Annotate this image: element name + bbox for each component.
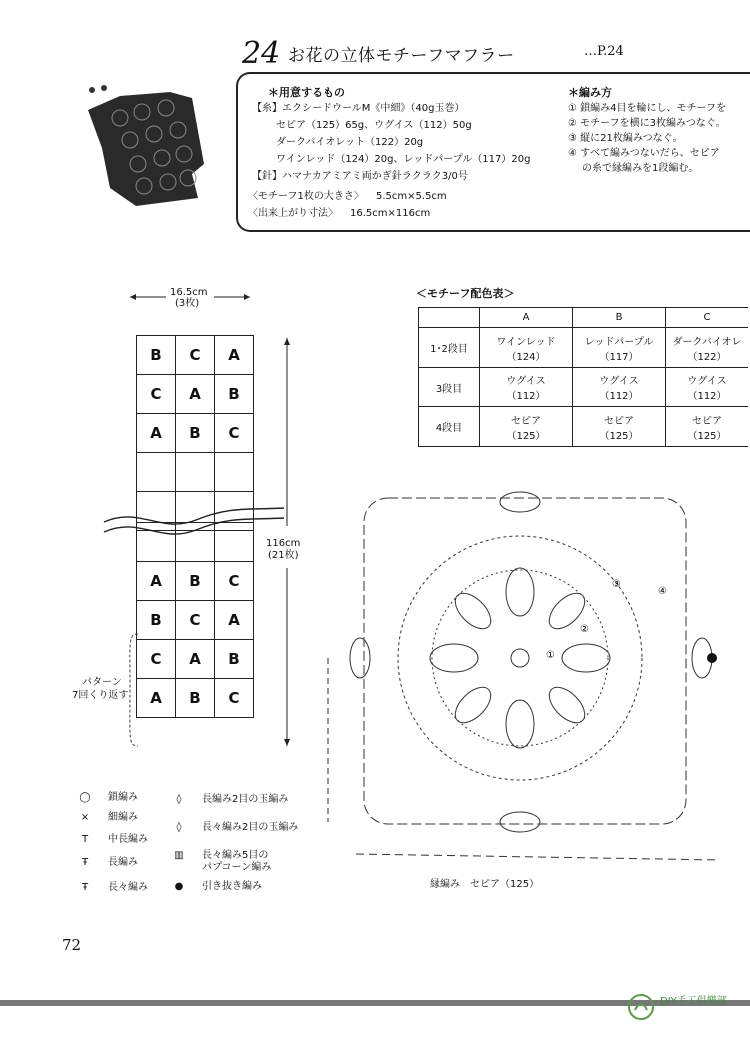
- table-row: [419, 368, 749, 407]
- method-step: ④ すべて編みつないだら、セピア: [568, 148, 720, 159]
- round-4-arc: [398, 536, 642, 780]
- grid-cell: A: [215, 601, 254, 640]
- grid-row: [137, 336, 254, 375]
- grid-cell: B: [176, 414, 215, 453]
- finished-size-label: 〈出来上がり寸法〉: [248, 208, 338, 219]
- cell-code: （125）: [506, 430, 546, 442]
- legend-item: ◊ 長々編み2目の玉編み: [170, 818, 298, 833]
- treble-crochet-icon: Ŧ: [81, 882, 89, 893]
- grid-cell: C: [215, 679, 254, 718]
- motif-size-value: 5.5cm×5.5cm: [376, 191, 447, 202]
- grid-row: [137, 562, 254, 601]
- grid-cell: C: [215, 562, 254, 601]
- color-table-title: ＜モチーフ配色表＞: [416, 287, 515, 300]
- table-row: [419, 407, 749, 447]
- table-header-row: [419, 308, 749, 328]
- cell-color: ウグイス: [599, 376, 639, 387]
- petal: [543, 681, 591, 729]
- width-arrow: [126, 290, 256, 302]
- materials-heading: ＊用意するもの: [268, 86, 345, 99]
- round-3-arc: [432, 570, 608, 746]
- table-row: [419, 328, 749, 368]
- method-step: ② モチーフを横に3枚編みつなぐ。: [568, 118, 726, 129]
- material-line: セピア（125）65g、ウグイス（112）50g: [276, 120, 472, 131]
- motif-size-label: 〈モチーフ1枚の大きさ〉: [248, 191, 364, 202]
- method-step: の糸で縁編みを1段編む。: [582, 163, 699, 174]
- grid-cell: C: [137, 640, 176, 679]
- page-reference: …P.24: [584, 44, 624, 59]
- grid-cell: C: [176, 336, 215, 375]
- grid-cell: B: [176, 562, 215, 601]
- petal: [562, 644, 610, 672]
- cell-color: レッドパープル: [584, 336, 654, 348]
- page-number: 72: [62, 936, 82, 954]
- round-label: ①: [546, 650, 555, 661]
- grid-cell: C: [215, 414, 254, 453]
- round-label: ④: [658, 586, 667, 597]
- grid-cell: A: [176, 640, 215, 679]
- material-line: 【糸】エクシードウールM《中細》（40g玉巻）: [252, 103, 465, 114]
- bobble-icon: ◊: [176, 794, 182, 805]
- legend-item: ● 引き抜き編み: [170, 877, 262, 892]
- point-chain: [500, 492, 540, 512]
- layout-grid-mid: [136, 522, 254, 718]
- point-chain: [500, 812, 540, 832]
- row-label: 1･2段目: [419, 328, 480, 368]
- cell-color: セピア: [692, 415, 722, 427]
- pattern-title: お花の立体モチーフマフラー: [288, 46, 515, 66]
- point-chain: [350, 638, 370, 678]
- petal: [449, 587, 497, 635]
- repeat-label: 7回くり返す: [72, 690, 129, 701]
- grid-cell: C: [137, 375, 176, 414]
- grid-cell: B: [137, 336, 176, 375]
- pattern-number: 24: [242, 36, 281, 71]
- method-step: ③ 縦に21枚編みつなぐ。: [568, 133, 683, 144]
- grid-cell: B: [137, 601, 176, 640]
- grid-cell: A: [176, 375, 215, 414]
- cell-code: （112）: [599, 391, 639, 402]
- cell-code: （125）: [599, 430, 639, 442]
- petal: [449, 681, 497, 729]
- table-header: B: [573, 308, 666, 328]
- cell-color: ワインレッド: [496, 336, 556, 348]
- legend-item: ▥ 長々編み5目の: [170, 846, 268, 861]
- grid-cell: C: [176, 601, 215, 640]
- watermark: DIY手工俱樂部: [660, 996, 727, 1007]
- double-crochet-icon: Ŧ: [81, 857, 89, 868]
- grid-row: [137, 640, 254, 679]
- petal: [506, 700, 534, 748]
- cell-color: ダークバイオレ: [672, 336, 742, 348]
- popcorn-icon: ▥: [174, 850, 184, 861]
- cell-code: （124）: [506, 351, 546, 363]
- row-label: 4段目: [419, 407, 480, 447]
- crochet-chart: [320, 472, 750, 872]
- table-header: A: [480, 308, 573, 328]
- legend-item: Ŧ 長々編み: [76, 878, 148, 893]
- grid-cell: B: [215, 640, 254, 679]
- method-heading: ＊編み方: [568, 86, 612, 99]
- method-step: ① 鎖編み4目を輪にし、モチーフを: [568, 103, 727, 114]
- cell-color: ウグイス: [687, 376, 727, 387]
- material-line: 【針】ハマナカアミアミ両かぎ針ラクラク3/0号: [252, 171, 468, 182]
- motif-outer-chain: [364, 498, 686, 824]
- edging-label: 縁編み セピア（125）: [430, 879, 540, 890]
- width-label: 16.5cm: [170, 287, 208, 298]
- petal: [430, 644, 478, 672]
- watermark-logo-icon: [626, 992, 656, 1022]
- height-label: 116cm: [266, 538, 301, 549]
- petal: [506, 568, 534, 616]
- legend-item: × 細編み: [76, 808, 138, 823]
- half-double-crochet-icon: T: [81, 834, 89, 845]
- chain-symbol-icon: ◯: [79, 792, 91, 803]
- cell-code: （112）: [506, 391, 546, 402]
- single-crochet-icon: ×: [80, 812, 90, 823]
- grid-row: [137, 414, 254, 453]
- bobble-icon: ◊: [176, 822, 182, 833]
- color-table: [418, 307, 748, 447]
- round-label: ②: [580, 624, 589, 635]
- slip-stitch-dot: [707, 653, 717, 663]
- finished-size-value: 16.5cm×116cm: [350, 208, 431, 219]
- legend-item: T 中長編み: [76, 830, 148, 845]
- table-header: C: [666, 308, 749, 328]
- cell-color: セピア: [511, 415, 541, 427]
- grid-row: [137, 679, 254, 718]
- grid-cell: B: [176, 679, 215, 718]
- cell-code: （112）: [687, 391, 727, 402]
- edging-bottom: [356, 854, 720, 860]
- material-line: ダークバイオレット（122）20g: [276, 137, 424, 148]
- legend-item: パプコーン編み: [202, 862, 272, 873]
- cell-code: （122）: [687, 351, 727, 363]
- grid-cell: A: [137, 679, 176, 718]
- width-count: (3枚): [175, 298, 200, 309]
- scarf-photo: [80, 78, 210, 210]
- grid-cell: A: [137, 414, 176, 453]
- row-label: 3段目: [419, 368, 480, 407]
- cell-color: ウグイス: [506, 376, 546, 387]
- center-ring: [511, 649, 529, 667]
- grid-row: [137, 375, 254, 414]
- legend-item: Ŧ 長編み: [76, 853, 138, 868]
- legend-item: ◊ 長編み2目の玉編み: [170, 790, 288, 805]
- cell-code: （125）: [687, 430, 727, 442]
- cell-code: （117）: [599, 351, 639, 363]
- material-line: ワインレッド（124）20g、レッドパープル（117）20g: [276, 154, 531, 165]
- legend-item: ◯ 鎖編み: [76, 788, 138, 803]
- grid-cell: B: [215, 375, 254, 414]
- slip-stitch-icon: ●: [174, 881, 184, 892]
- height-count: (21枚): [268, 550, 299, 561]
- repeat-label: パターン: [82, 677, 122, 688]
- grid-cell: A: [215, 336, 254, 375]
- grid-cell: A: [137, 562, 176, 601]
- round-label: ③: [612, 579, 621, 590]
- grid-row: [137, 601, 254, 640]
- cell-color: セピア: [604, 415, 634, 427]
